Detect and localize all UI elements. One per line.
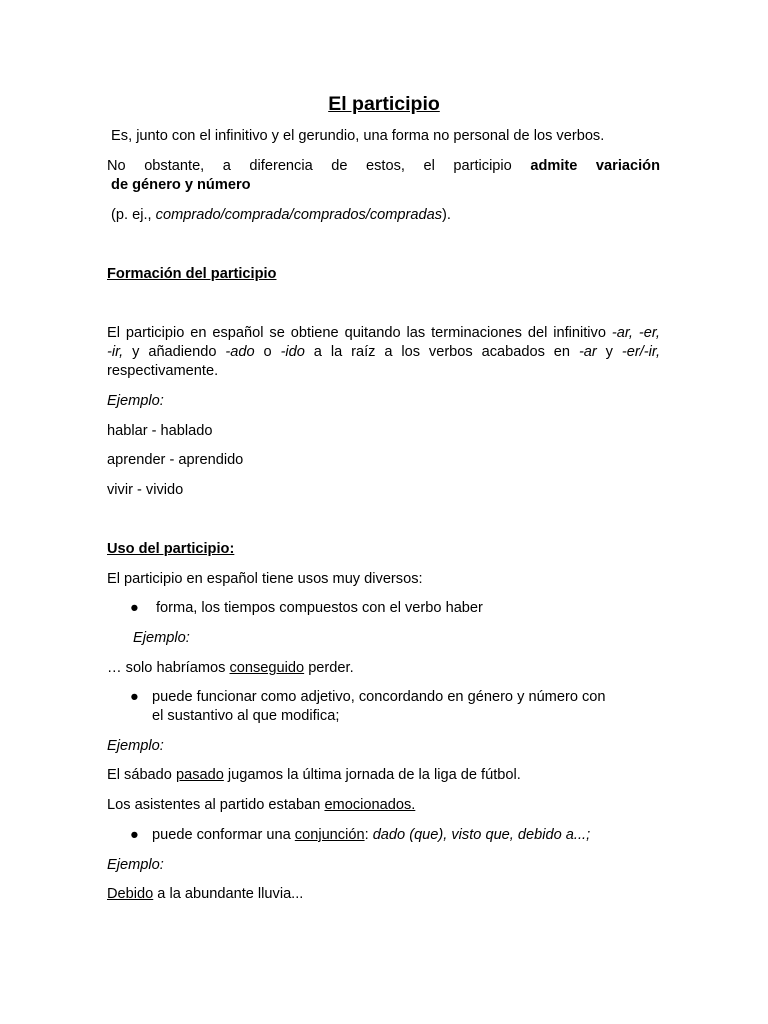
bullet-dot-icon: ● bbox=[130, 600, 139, 616]
formacion-ejemplo-label: Ejemplo: bbox=[107, 393, 164, 409]
formacion-example-1: hablar - hablado bbox=[107, 423, 213, 439]
uso-example-3-prefix: Los asistentes al partido estaban bbox=[107, 797, 325, 813]
uso-ejemplo-label-3: Ejemplo: bbox=[107, 857, 164, 873]
formacion-line-1 bbox=[107, 324, 660, 343]
uso-bullet-3-examples: dado (que), visto que, debido a...; bbox=[372, 827, 591, 843]
uso-example-2-participle: pasado bbox=[175, 767, 224, 783]
uso-example-1-prefix: … solo habríamos bbox=[107, 660, 230, 676]
intro-example-suffix: ). bbox=[442, 207, 451, 223]
formacion-text-1: El participio en español se obtiene quitando las terminaciones del infinitivo bbox=[107, 325, 612, 341]
uso-example-4-suffix: a la abundante lluvia... bbox=[153, 886, 304, 902]
uso-example-1-suffix: perder. bbox=[304, 660, 354, 676]
formacion-example-3: vivir - vivido bbox=[107, 482, 184, 498]
uso-bullet-3 bbox=[130, 826, 660, 845]
formacion-line-2 bbox=[107, 343, 660, 362]
uso-bullet-3-text bbox=[152, 826, 652, 845]
uso-example-2 bbox=[107, 766, 660, 785]
formacion-ending-er-ir: -er/-ir, bbox=[621, 344, 660, 360]
uso-bullet-2 bbox=[130, 688, 660, 726]
intro-text-1: Es, junto con el infinitivo y el gerundio, una forma no personal de los verbos. bbox=[107, 128, 605, 144]
uso-example-1 bbox=[107, 659, 660, 678]
formacion-line-3: respectivamente. bbox=[107, 363, 219, 379]
uso-bullet-3-prefix: puede conformar una bbox=[152, 827, 295, 843]
uso-bullet-2-line-1: puede funcionar como adjetivo, concordando en género y número con bbox=[152, 689, 606, 705]
page-title: El participio bbox=[328, 93, 440, 115]
uso-ejemplo-label-2: Ejemplo: bbox=[107, 738, 164, 754]
uso-bullet-1-text: forma, los tiempos compuestos con el verbo haber bbox=[156, 600, 483, 616]
section-heading-uso: Uso del participio: bbox=[107, 541, 235, 557]
intro-example-forms: comprado/comprada/comprados/compradas bbox=[155, 207, 443, 223]
formacion-ending-ar: -ar bbox=[578, 344, 597, 360]
intro-paragraph-2-line-2 bbox=[107, 176, 660, 195]
intro-paragraph-2-line-1 bbox=[107, 157, 660, 176]
intro-bold-2: de género y número bbox=[107, 177, 251, 193]
uso-bullet-3-colon: : bbox=[364, 827, 373, 843]
uso-intro: El participio en español tiene usos muy diversos: bbox=[107, 571, 423, 587]
uso-example-4-participle: Debido bbox=[107, 886, 154, 902]
uso-bullet-3-term: conjunción bbox=[294, 827, 365, 843]
uso-ejemplo-label-1: Ejemplo: bbox=[133, 630, 190, 646]
uso-bullet-1 bbox=[130, 599, 660, 618]
uso-example-3-participle: emocionados. bbox=[324, 797, 416, 813]
section-heading-formacion: Formación del participio bbox=[107, 266, 277, 282]
uso-example-2-prefix: El sábado bbox=[107, 767, 176, 783]
formacion-ending-ado: -ado bbox=[225, 344, 255, 360]
uso-example-1-participle: conseguido bbox=[229, 660, 305, 676]
formacion-text-2d: y bbox=[596, 344, 622, 360]
bullet-dot-icon: ● bbox=[130, 827, 139, 843]
intro-paragraph-1 bbox=[107, 127, 660, 146]
formacion-ending-ir: -ir, bbox=[107, 344, 124, 360]
uso-example-3 bbox=[107, 796, 660, 815]
uso-example-2-suffix: jugamos la última jornada de la liga de fútbol. bbox=[223, 767, 521, 783]
intro-bold-1: admite variación bbox=[530, 158, 660, 174]
formacion-text-2a: y añadiendo bbox=[123, 344, 226, 360]
bullet-dot-icon: ● bbox=[130, 689, 139, 705]
formacion-example-2: aprender - aprendido bbox=[107, 452, 244, 468]
formacion-ending-ido: -ido bbox=[280, 344, 305, 360]
intro-paragraph-3 bbox=[107, 206, 660, 225]
uso-example-4 bbox=[107, 885, 660, 904]
formacion-text-2b: o bbox=[254, 344, 281, 360]
intro-text-2: No obstante, a diferencia de estos, el participio bbox=[107, 158, 531, 174]
intro-example-prefix: (p. ej., bbox=[107, 207, 156, 223]
formacion-endings-1: -ar, -er, bbox=[611, 325, 660, 341]
formacion-text-2c: a la raíz a los verbos acabados en bbox=[304, 344, 579, 360]
uso-bullet-2-line-2: el sustantivo al que modifica; bbox=[152, 708, 340, 724]
